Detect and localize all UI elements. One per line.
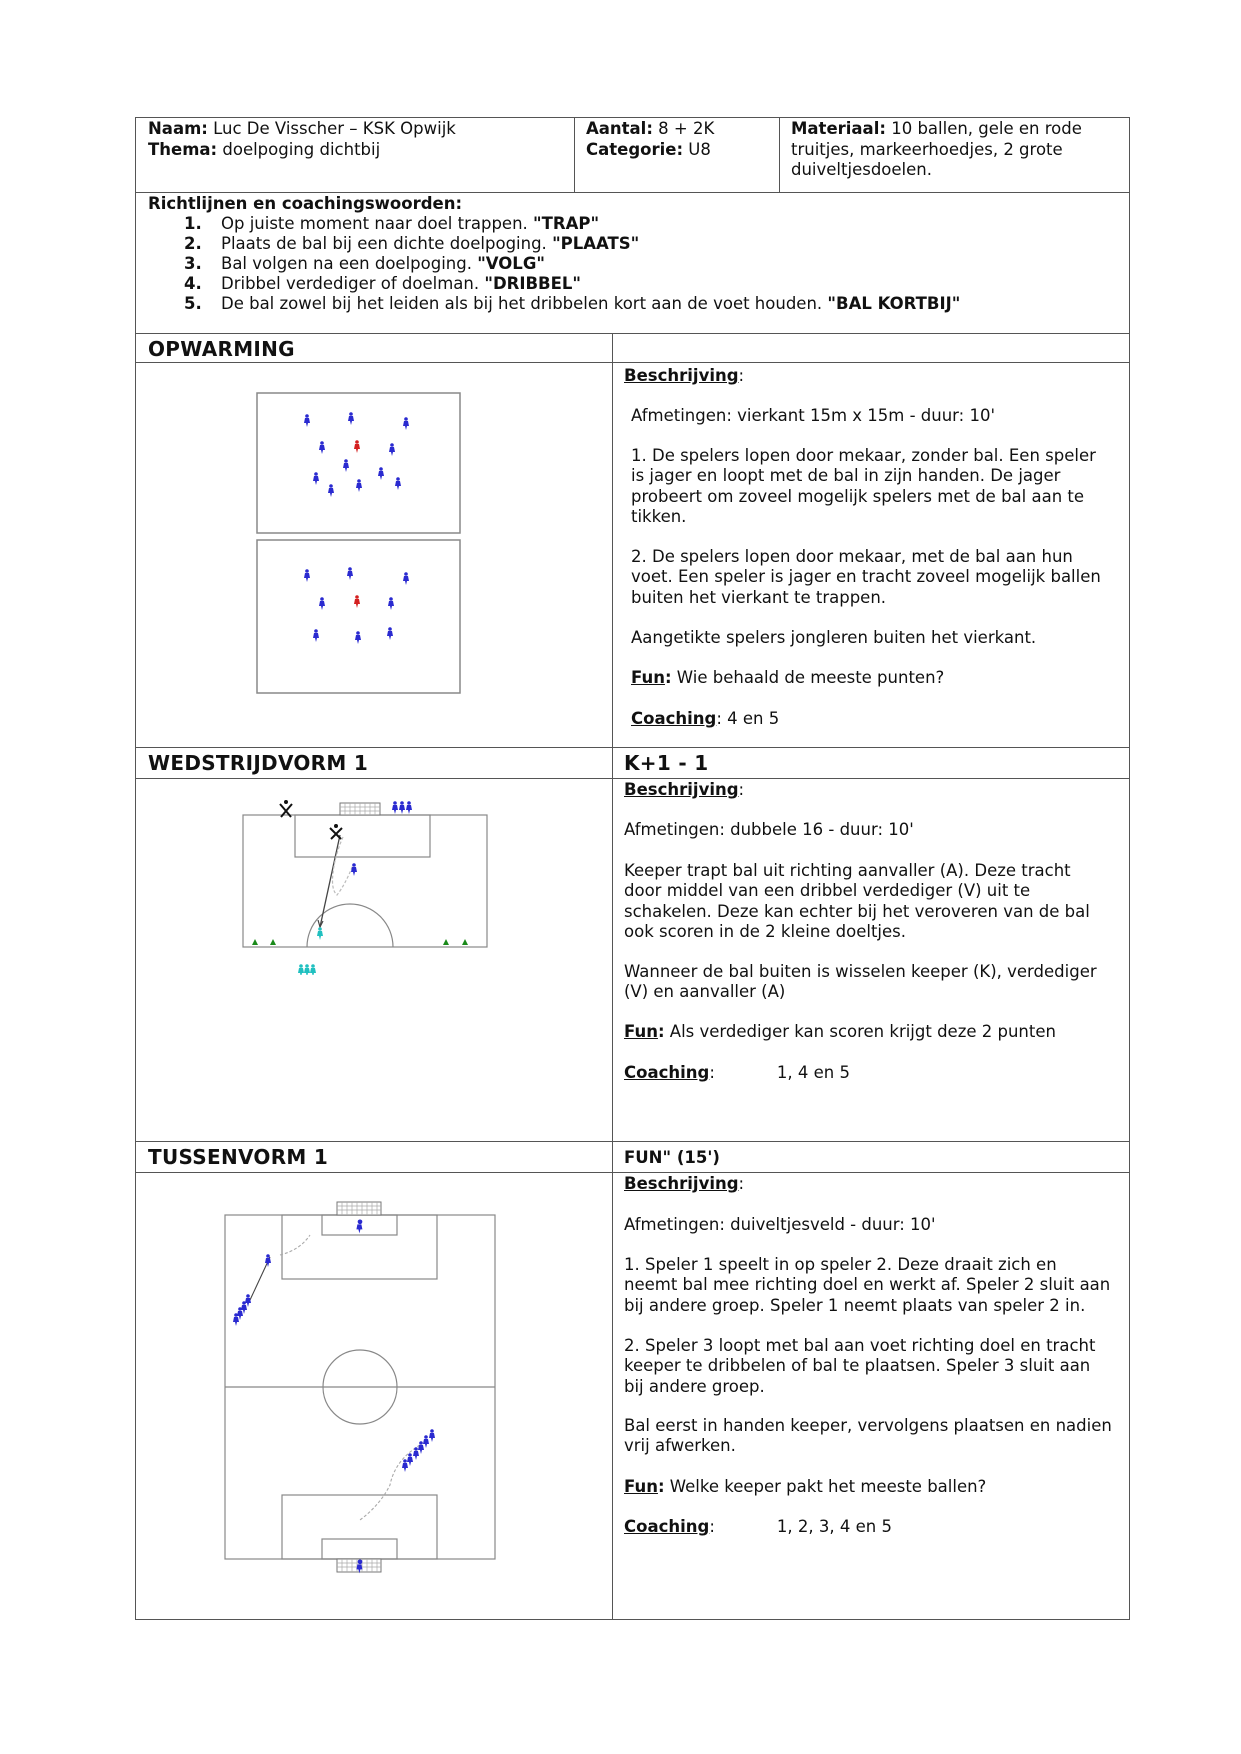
description-paragraph: [624, 861, 1090, 942]
paragraph-line: 1. Speler 1 speelt in op speler 2. Deze draait zich en: [624, 1255, 1057, 1274]
attacker-icon: [317, 927, 323, 940]
attacker-icon: [298, 964, 304, 975]
player-icon: [429, 1429, 435, 1442]
fun-line: Fun: Wie behaald de meeste punten?: [631, 668, 945, 687]
jager-icon: [354, 595, 360, 608]
player-icon: [387, 627, 393, 640]
thema-label: Thema:: [148, 140, 218, 159]
fun-label: Fun: [631, 668, 665, 687]
categorie-line: [586, 140, 711, 160]
description-paragraph: [631, 547, 1101, 608]
dribble-path: [333, 837, 354, 895]
categorie-label: Categorie:: [586, 140, 684, 159]
player-icon: [328, 484, 334, 497]
jager-icon: [354, 440, 360, 453]
guideline-number: 5.: [184, 294, 202, 313]
paragraph-line: ook scoren in de 2 kleine doeltjes.: [624, 921, 907, 941]
materiaal-text-1: 10 ballen, gele en rode: [885, 119, 1082, 138]
player-icon: [319, 597, 325, 610]
defender-icon: [392, 801, 398, 814]
paragraph-line: tikken.: [631, 506, 687, 526]
fun-text: Welke keeper pakt het meeste ballen?: [664, 1477, 987, 1496]
coaching-line: Coaching: 1, 4 en 5: [624, 1063, 850, 1082]
fun-label: Fun: [624, 1477, 658, 1496]
description-paragraph: [631, 446, 1096, 527]
player-icon: [356, 479, 362, 492]
guideline-number: 3.: [184, 254, 202, 273]
penalty-box-bottom: [282, 1495, 437, 1559]
square-field-2: [257, 540, 460, 693]
paragraph-line: voet. Een speler is jager en tracht zoveel mogelijk ballen: [631, 567, 1101, 587]
cone-icon: [270, 939, 276, 945]
defender-icon: [399, 801, 405, 814]
player-icon: [403, 417, 409, 430]
aantal-value: 8 + 2K: [652, 119, 715, 138]
wedstrijdvorm-diagram: [235, 795, 495, 975]
player-icon: [402, 1459, 408, 1472]
guideline-item: [184, 274, 581, 294]
categorie-value: U8: [683, 140, 711, 159]
paragraph-line: (V) en aanvaller (A): [624, 982, 786, 1002]
naam-label: Naam:: [148, 119, 208, 138]
beschrijving-label: Beschrijving: [624, 780, 739, 799]
keeper-icon: [280, 800, 342, 839]
guideline-number: 2.: [184, 234, 202, 253]
paragraph-line: is jager en loopt met de bal in zijn handen. De jager: [631, 466, 1061, 486]
guideline-text: De bal zowel bij het leiden als bij het dribbelen kort aan de voet houden.: [221, 294, 828, 313]
paragraph-line: 2. De spelers lopen door mekaar, met de bal aan hun: [631, 547, 1073, 566]
beschrijving-label: Beschrijving: [624, 366, 739, 385]
description-paragraph: [624, 1416, 1112, 1457]
guideline-item: [184, 254, 545, 274]
player-icon: [388, 597, 394, 610]
thema-line: [148, 140, 380, 160]
paragraph-line: 1. De spelers lopen door mekaar, zonder bal. Een speler: [631, 446, 1096, 465]
paragraph-line: probeert om zoveel mogelijk spelers met de bal aan te: [631, 486, 1085, 506]
player-icon: [407, 1453, 413, 1466]
fun-label: Fun: [624, 1022, 658, 1041]
fun-line: Fun: Als verdediger kan scoren krijgt deze 2 punten: [624, 1022, 1056, 1041]
coaching-text: : 4 en 5: [716, 709, 780, 728]
defender-icon: [406, 801, 412, 814]
run-path-top: [280, 1235, 310, 1255]
fun-line: Fun: Welke keeper pakt het meeste ballen?: [624, 1477, 987, 1496]
section-title-opwarming: OPWARMING: [148, 337, 295, 361]
player-icon: [348, 412, 354, 425]
guideline-item: [184, 214, 599, 234]
afmetingen-text: Afmetingen: vierkant 15m x 15m - duur: 10': [631, 406, 996, 425]
attacker-icon: [304, 964, 310, 975]
paragraph-line: door middel van een dribbel verdediger (V) uit te: [624, 881, 1031, 901]
player-icon: [304, 569, 310, 582]
player-icon: [395, 477, 401, 490]
player-icon: [403, 572, 409, 585]
paragraph-line: bij andere groep. Speler 1 neemt plaats van speler 2 in.: [624, 1295, 1086, 1315]
player-icon: [313, 629, 319, 642]
guideline-keyword: "TRAP": [533, 214, 600, 233]
pass-arrow: [320, 835, 340, 927]
player-icon: [313, 472, 319, 485]
afmetingen-text: Afmetingen: duiveltjesveld - duur: 10': [624, 1215, 936, 1234]
guideline-number: 1.: [184, 214, 202, 233]
coaching-label: Coaching: [624, 1063, 710, 1082]
paragraph-line: Bal eerst in handen keeper, vervolgens plaatsen en nadien: [624, 1416, 1112, 1435]
paragraph-line: buiten het vierkant te trappen.: [631, 587, 887, 607]
square-field-1: [257, 393, 460, 533]
guideline-text: Op juiste moment naar doel trappen.: [221, 214, 534, 233]
player-icon: [347, 567, 353, 580]
section-title-wedstrijdvorm: WEDSTRIJDVORM 1: [148, 751, 369, 775]
goal-net: [340, 803, 380, 815]
penalty-box: [295, 815, 430, 857]
coaching-line: Coaching: 1, 2, 3, 4 en 5: [624, 1517, 892, 1536]
guideline-keyword: "BAL KORTBIJ": [827, 294, 961, 313]
materiaal-line-1: [791, 119, 1082, 139]
player-icon: [418, 1441, 424, 1454]
materiaal-line-2: truitjes, markeerhoedjes, 2 grote: [791, 140, 1063, 159]
defender-icon: [351, 863, 357, 876]
section-subtitle-wedstrijdvorm: K+1 - 1: [624, 751, 709, 775]
player-icon: [304, 414, 310, 427]
coaching-label: Coaching: [631, 709, 717, 728]
beschrijving-label: Beschrijving: [624, 1174, 739, 1193]
guideline-text: Plaats de bal bij een dichte doelpoging.: [221, 234, 553, 253]
guideline-number: 4.: [184, 274, 202, 293]
guideline-item: [184, 234, 639, 254]
description-paragraph: [624, 962, 1097, 1003]
goal-net-top: [337, 1202, 381, 1215]
fun-text: Wie behaald de meeste punten?: [671, 668, 945, 687]
cone-icon: [443, 939, 449, 945]
beschrijving-heading: Beschrijving:: [624, 1174, 745, 1193]
cone-icon: [462, 939, 468, 945]
cone-icon: [252, 939, 258, 945]
coaching-text: 1, 4 en 5: [776, 1063, 850, 1082]
paragraph-line: neemt bal mee richting doel en werkt af. Speler 2 sluit aan: [624, 1275, 1111, 1295]
paragraph-line: keeper te dribbelen of bal te plaatsen. Speler 3 sluit aan: [624, 1356, 1091, 1376]
aantal-line: [586, 119, 714, 139]
guideline-text: Dribbel verdediger of doelman.: [221, 274, 485, 293]
materiaal-line-3: duiveltjesdoelen.: [791, 160, 932, 179]
beschrijving-heading: Beschrijving:: [624, 780, 745, 799]
player-icon: [378, 467, 384, 480]
fun-text: Als verdediger kan scoren krijgt deze 2 punten: [664, 1022, 1056, 1041]
paragraph-line: Keeper trapt bal uit richting aanvaller (A). Deze tracht: [624, 861, 1071, 880]
keeper-icon: [356, 1219, 362, 1233]
paragraph-line: 2. Speler 3 loopt met bal aan voet richting doel en tracht: [624, 1336, 1096, 1355]
player-icon: [343, 459, 349, 472]
description-paragraph: Aangetikte spelers jongleren buiten het vierkant.: [631, 628, 1037, 647]
tussenvorm-diagram: [220, 1195, 500, 1585]
player-icon: [389, 443, 395, 456]
section-subtitle-tussenvorm: FUN" (15'): [624, 1148, 720, 1167]
attacker-icon: [310, 964, 316, 975]
pass-arrow: [250, 1257, 270, 1300]
player-icon: [355, 631, 361, 644]
section-title-tussenvorm: TUSSENVORM 1: [148, 1145, 329, 1169]
paragraph-line: vrij afwerken.: [624, 1436, 736, 1456]
guideline-keyword: "VOLG": [477, 254, 545, 273]
coaching-text: 1, 2, 3, 4 en 5: [776, 1517, 892, 1536]
goal-area-bottom: [322, 1539, 397, 1559]
materiaal-label: Materiaal:: [791, 119, 886, 138]
player-icon: [319, 441, 325, 454]
player-icon: [423, 1435, 429, 1448]
coaching-line: [631, 709, 779, 729]
guideline-item: [184, 294, 960, 314]
paragraph-line: bij andere groep.: [624, 1376, 765, 1396]
beschrijving-heading: Beschrijving:: [624, 366, 745, 385]
field-outline: [243, 815, 487, 947]
guidelines-title: Richtlijnen en coachingswoorden:: [148, 194, 463, 213]
aantal-label: Aantal:: [586, 119, 653, 138]
naam-value: Luc De Visscher – KSK Opwijk: [207, 119, 456, 138]
afmetingen-text: Afmetingen: dubbele 16 - duur: 10': [624, 820, 914, 839]
thema-value: doelpoging dichtbij: [217, 140, 381, 159]
description-paragraph: [624, 1255, 1110, 1316]
opwarming-diagram: [250, 390, 470, 700]
paragraph-line: Wanneer de bal buiten is wisselen keeper (K), verdediger: [624, 962, 1097, 981]
naam-line: [148, 119, 456, 139]
players: [304, 412, 409, 644]
guideline-text: Bal volgen na een doelpoging.: [221, 254, 478, 273]
coaching-label: Coaching: [624, 1517, 710, 1536]
paragraph-line: schakelen. Deze kan echter bij het veroveren van de bal: [624, 901, 1090, 921]
guideline-keyword: "PLAATS": [552, 234, 640, 253]
guideline-keyword: "DRIBBEL": [484, 274, 582, 293]
description-paragraph: [624, 1336, 1095, 1397]
players: [252, 801, 468, 975]
